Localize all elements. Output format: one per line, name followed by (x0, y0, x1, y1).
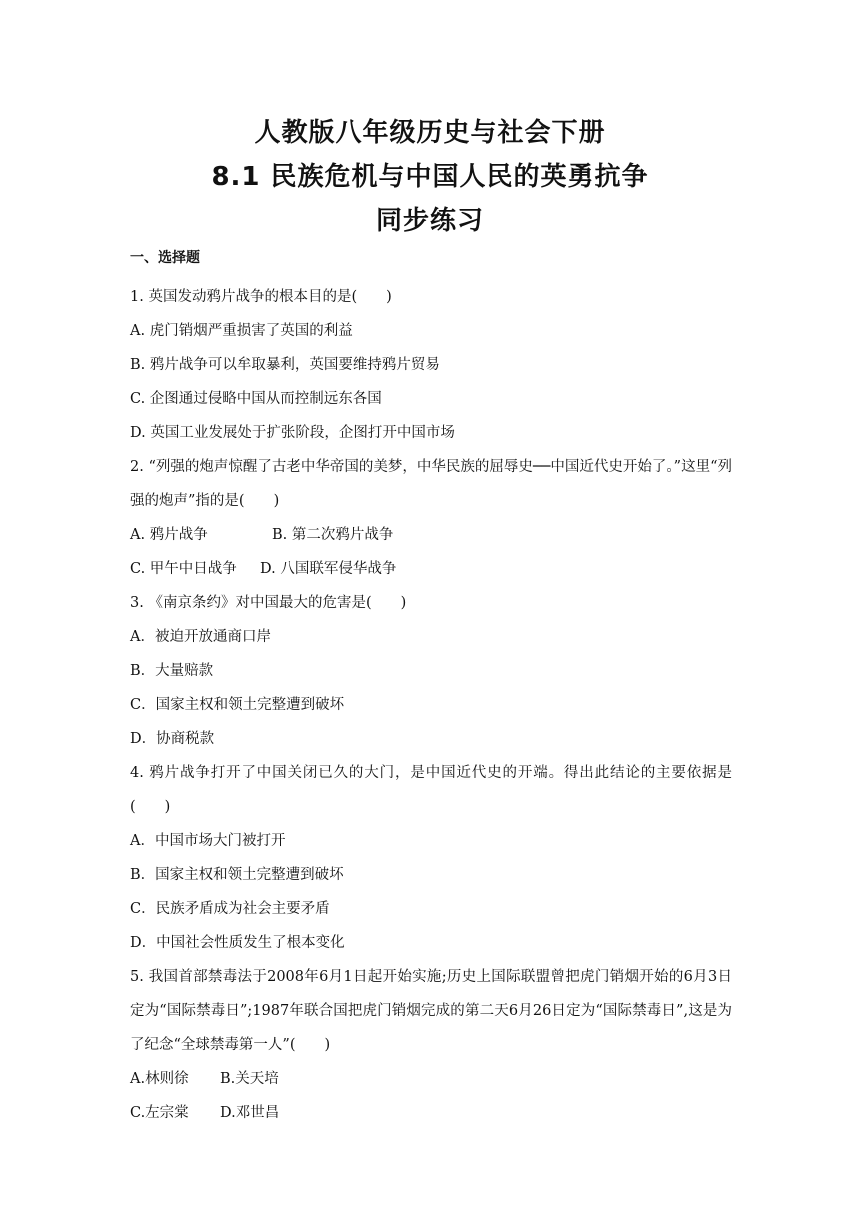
question-2-option-d: D. 八国联军侵华战争 (260, 561, 397, 577)
question-5-option-d: D.邓世昌 (220, 1105, 280, 1121)
question-5-option-b: B.关天培 (220, 1071, 279, 1087)
question-4-option-b: B．国家主权和领土完整遭到破坏 (130, 867, 344, 883)
question-2-options-row2 (130, 552, 732, 586)
question-4-option-a: A．中国市场大门被打开 (130, 833, 286, 849)
question-3-option-c: C．国家主权和领土完整遭到破坏 (130, 697, 345, 713)
doc-title-line2: 8.1 民族危机与中国人民的英勇抗争 (211, 162, 649, 192)
question-1-option-c: C. 企图通过侵略中国从而控制远东各国 (130, 391, 382, 407)
question-4-option-c: C．民族矛盾成为社会主要矛盾 (130, 901, 330, 917)
section-heading: 一、选择题 (130, 250, 200, 266)
question-5-option-c: C.左宗棠 (130, 1105, 189, 1121)
question-4-option-d: D．中国社会性质发生了根本变化 (130, 935, 345, 951)
question-list (130, 280, 732, 1130)
question-2-option-c: C. 甲午中日战争 (130, 561, 237, 577)
question-2-option-b: B. 第二次鸦片战争 (272, 527, 394, 543)
question-1-stem: 1. 英国发动鸦片战争的根本目的是( ) (130, 289, 392, 305)
question-2-stem: 2. “列强的炮声惊醒了古老中华帝国的美梦，中华民族的屈辱史──中国近代史开始了。”这里“列强的炮声”指的是( ) (130, 459, 732, 509)
question-5-stem: 5. 我国首部禁毒法于2008年6月1日起开始实施;历史上国际联盟曾把虎门销烟开始的6月3日定为“国际禁毒日”;1987年联合国把虎门销烟完成的第二天6月26日定为“国际禁毒日”,这是为了纪念“全球禁毒第一人”( ) (130, 969, 732, 1053)
question-3-stem: 3. 《南京条约》对中国最大的危害是( ) (130, 595, 407, 611)
question-2-options-row1 (130, 518, 732, 552)
question-1-option-b: B. 鸦片战争可以牟取暴利，英国要维持鸦片贸易 (130, 357, 440, 373)
question-5-option-a: A.林则徐 (130, 1071, 189, 1087)
question-3-option-a: A．被迫开放通商口岸 (130, 629, 271, 645)
question-1-option-a: A. 虎门销烟严重损害了英国的利益 (130, 323, 353, 339)
question-5-options-row1 (130, 1062, 732, 1096)
question-3-option-b: B．大量赔款 (130, 663, 214, 679)
question-5-options-row2 (130, 1096, 732, 1130)
doc-title-line3: 同步练习 (375, 206, 484, 236)
doc-title-line1: 人教版八年级历史与社会下册 (254, 118, 606, 148)
question-2-option-a: A. 鸦片战争 (130, 527, 208, 543)
question-1-option-d: D. 英国工业发展处于扩张阶段，企图打开中国市场 (130, 425, 455, 441)
question-4-stem: 4. 鸦片战争打开了中国关闭已久的大门，是中国近代史的开端。得出此结论的主要依据是( ) (130, 765, 732, 815)
question-3-option-d: D．协商税款 (130, 731, 215, 747)
